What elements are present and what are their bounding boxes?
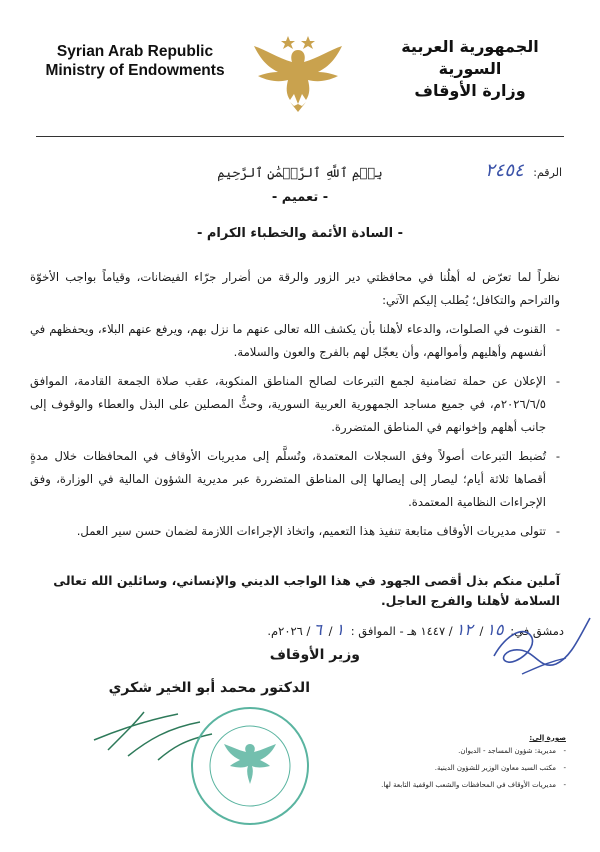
date-place: دمشق في: <box>510 624 564 638</box>
list-item: - مكتب السيد معاون الوزير للشؤون الدينية. <box>296 762 566 775</box>
intro-paragraph: نظراً لما تعرّض له أهلُنا في محافظتي دير الزور والرقة من أضرار جرّاء الفيضانات، وقياماً بواجب الأخوّة والتراحم والتكافل؛ يُطلب إليكم الآتي: <box>30 270 560 307</box>
list-item: - تتولى مديريات الأوقاف متابعة تنفيذ هذا التعميم، واتخاذ الإجراءات اللازمة لضمان حسن سير العمل. <box>30 520 560 543</box>
syrian-eagle-emblem-icon <box>248 28 348 114</box>
date-separator: - الموافق : <box>350 624 404 638</box>
header-arabic <box>370 36 570 102</box>
header-english <box>30 42 240 80</box>
cc-list <box>296 732 566 796</box>
date-line: دمشق في: ١٥/ ١٢/ ١٤٤٧ هـ - الموافق : ١/ ٦/ ٢٠٢٦م. <box>267 620 564 639</box>
header-divider <box>36 136 564 137</box>
addressee-line: - السادة الأئمة والخطباء الكرام - <box>196 226 404 241</box>
cc-title: صورة إلى: <box>529 734 566 742</box>
hijri-day: ١٥ <box>486 620 504 639</box>
hijri-year: ١٤٤٧ هـ <box>407 624 446 638</box>
basmala: بِسۡمِ ٱللَّهِ ٱلرَّحۡمَٰنِ ٱلرَّحِيمِ <box>217 166 383 181</box>
header-arabic-line1: الجمهورية العربية السورية <box>401 37 539 78</box>
greg-year: ٢٠٢٦م. <box>267 624 303 638</box>
signatory-title: وزير الأوقاف <box>269 647 360 663</box>
list-item: - الإعلان عن حملة تضامنية لجمع التبرعات لصالح المناطق المنكوبة، عقب صلاة الجمعة القادمة، الموافق ٢٠٢٦/٦/٥م، في جميع مساجد الجمهورية العربية السورية، وحثُّ المصلين على البذل والعطاء والوقوف إلى جانب أهلهم وإخوانهم في المناطق المتضررة. <box>30 370 560 439</box>
list-item: - مديريات الأوقاف في المحافظات والشعب الوقفية التابعة لها. <box>296 779 566 792</box>
reference-value: ٢٤٥٤ <box>485 160 524 181</box>
header-english-line1: Syrian Arab Republic <box>56 43 214 60</box>
header-english-line2: Ministry of Endowments <box>45 62 225 79</box>
instructions-list <box>30 318 560 543</box>
official-stamp-icon <box>188 704 312 828</box>
signatory-name: الدكتور محمد أبو الخير شكري <box>108 680 310 696</box>
document-body <box>30 266 560 549</box>
closing-paragraph: آملين منكم بذل أقصى الجهود في هذا الواجب الديني والإنساني، وسائلين الله تعالى السلامة لأهلنا والفرج العاجل. <box>53 573 560 608</box>
signature-scribble-icon <box>486 604 596 684</box>
list-item: - القنوت في الصلوات، والدعاء لأهلنا بأن يكشف الله تعالى عنهم ما نزل بهم، ويرفع عنهم البلاء، ويحفظهم في أنفسهم وأهليهم وأموالهم، وأن يعجّل لهم بالفرج والعون والسلامة. <box>30 318 560 364</box>
list-item: - مديرية: شؤون المساجد - الديوان. <box>296 745 566 758</box>
circular-title: - تعميم - <box>271 190 329 205</box>
reference-label: الرقم: <box>533 166 562 179</box>
hijri-month: ١٢ <box>455 620 473 639</box>
list-item: - تُضبط التبرعات أصولاً وفق السجلات المعتمدة، وتُسلَّم إلى مديريات الأوقاف في المحافظات خلال مدةٍ أقصاها ثلاثة أيام؛ ليصار إلى إيصالها إلى المناطق المتضررة عبر مديرية الشؤون المالية في الوزارة، وفق الإجراءات النظامية المعتمدة. <box>30 445 560 514</box>
header-arabic-line2: وزارة الأوقاف <box>414 81 526 100</box>
greg-day: ١ <box>335 620 345 639</box>
greg-month: ٦ <box>313 620 322 639</box>
